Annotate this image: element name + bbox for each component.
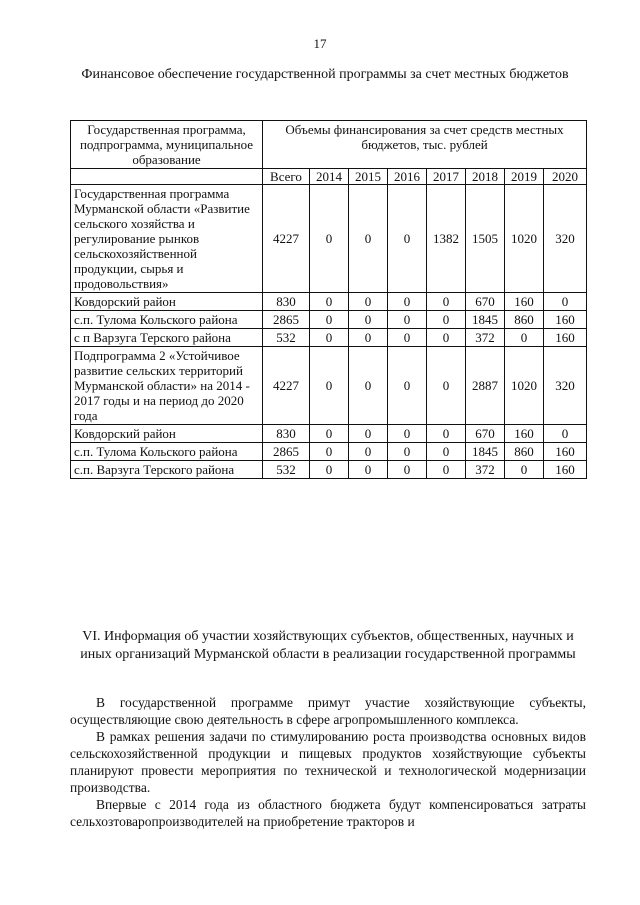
table-cell: 0 (349, 347, 388, 425)
page-number: 17 (313, 36, 327, 51)
header-years-row (71, 169, 587, 185)
col-header: 2014 (310, 169, 349, 185)
table-row (71, 329, 587, 347)
table-cell: 0 (310, 329, 349, 347)
table-cell: 860 (505, 311, 544, 329)
section-heading: VI. Информация об участии хозяйствующих субъектов, общественных, научных и иных организаций Мурманской области в реализации государственной программы (80, 629, 576, 662)
table-cell: 0 (427, 425, 466, 443)
table-cell: 1505 (466, 185, 505, 293)
col-header: 2019 (505, 169, 544, 185)
table-row (71, 443, 587, 461)
row-label: Ковдорский район (71, 425, 263, 443)
table-cell: 0 (349, 185, 388, 293)
table-cell: 4227 (263, 185, 310, 293)
table-cell: 0 (427, 293, 466, 311)
table-cell: 0 (349, 443, 388, 461)
paragraph: Впервые с 2014 года из областного бюджета будут компенсироваться затраты сельхозтоваропроизводителей на приобретение тракторов и (70, 797, 586, 829)
table-cell: 2865 (263, 311, 310, 329)
table-cell: 1845 (466, 443, 505, 461)
table-row (71, 425, 587, 443)
table-cell: 372 (466, 329, 505, 347)
header-program: Государственная программа, подпрограмма, муниципальное образование (71, 121, 263, 169)
row-label: с.п. Тулома Кольского района (71, 311, 263, 329)
table-cell: 0 (310, 185, 349, 293)
table-cell: 0 (544, 293, 587, 311)
table-cell: 532 (263, 329, 310, 347)
table-cell: 860 (505, 443, 544, 461)
table-cell: 0 (388, 311, 427, 329)
col-header: 2017 (427, 169, 466, 185)
table-cell: 372 (466, 461, 505, 479)
table-cell: 0 (427, 347, 466, 425)
table-cell: 0 (427, 329, 466, 347)
paragraph: В рамках решения задачи по стимулированию роста производства основных видов сельскохозяйственной продукции и пищевых продуктов хозяйствующие субъекты планируют провести мероприятия по технической и технологической модернизации производства. (70, 729, 586, 795)
table-cell: 0 (349, 311, 388, 329)
table-cell: 0 (349, 461, 388, 479)
table-cell: 0 (349, 425, 388, 443)
table-cell: 0 (310, 425, 349, 443)
table-cell: 0 (388, 347, 427, 425)
table-row (71, 311, 587, 329)
row-label: Ковдорский район (71, 293, 263, 311)
table-cell: 160 (544, 329, 587, 347)
col-header: 2015 (349, 169, 388, 185)
header-blank (71, 169, 263, 185)
table-cell: 0 (349, 293, 388, 311)
table-cell: 1845 (466, 311, 505, 329)
table-cell: 0 (388, 293, 427, 311)
paragraph: В государственной программе примут участие хозяйствующие субъекты, осуществляющие свою деятельность в сфере агропромышленного комплекса. (70, 695, 586, 727)
table-cell: 2887 (466, 347, 505, 425)
table-cell: 1382 (427, 185, 466, 293)
col-header: 2020 (544, 169, 587, 185)
table-cell: 0 (388, 185, 427, 293)
table-cell: 0 (310, 293, 349, 311)
table-cell: 160 (505, 293, 544, 311)
table-row (71, 347, 587, 425)
table-cell: 532 (263, 461, 310, 479)
table-cell: 0 (427, 443, 466, 461)
table-cell: 670 (466, 425, 505, 443)
table-cell: 0 (388, 425, 427, 443)
table-cell: 160 (544, 311, 587, 329)
header-funding: Объемы финансирования за счет средств местных бюджетов, тыс. рублей (263, 121, 587, 169)
table-cell: 0 (388, 329, 427, 347)
table-cell: 0 (427, 461, 466, 479)
row-label: с.п. Варзуга Терского района (71, 461, 263, 479)
col-header: Всего (263, 169, 310, 185)
table-cell: 0 (349, 329, 388, 347)
table-cell: 0 (310, 311, 349, 329)
table-row (71, 461, 587, 479)
row-label: Подпрограмма 2 «Устойчивое развитие сельских территорий Мурманской области» на 2014 - 2017 годы и на период до 2020 года (71, 347, 263, 425)
col-header: 2018 (466, 169, 505, 185)
page-title: Финансовое обеспечение государственной программы за счет местных бюджетов (81, 67, 569, 82)
table-cell: 0 (388, 461, 427, 479)
table-cell: 0 (505, 329, 544, 347)
financing-table (70, 120, 587, 479)
table-cell: 320 (544, 185, 587, 293)
table-cell: 0 (310, 461, 349, 479)
table-cell: 0 (505, 461, 544, 479)
body-text (70, 694, 586, 830)
table-cell: 1020 (505, 347, 544, 425)
table-cell: 830 (263, 425, 310, 443)
row-label: с п Варзуга Терского района (71, 329, 263, 347)
table-cell: 1020 (505, 185, 544, 293)
table-row (71, 293, 587, 311)
table-cell: 0 (388, 443, 427, 461)
col-header: 2016 (388, 169, 427, 185)
row-label: Государственная программа Мурманской области «Развитие сельского хозяйства и регулирование рынков сельскохозяйственной продукции, сырья и продовольствия» (71, 185, 263, 293)
table-cell: 160 (505, 425, 544, 443)
table-cell: 320 (544, 347, 587, 425)
table-cell: 830 (263, 293, 310, 311)
table-row (71, 185, 587, 293)
table-cell: 0 (310, 347, 349, 425)
table-cell: 670 (466, 293, 505, 311)
table-cell: 0 (544, 425, 587, 443)
table-cell: 4227 (263, 347, 310, 425)
table-cell: 160 (544, 443, 587, 461)
table-cell: 160 (544, 461, 587, 479)
table-cell: 2865 (263, 443, 310, 461)
row-label: с.п. Тулома Кольского района (71, 443, 263, 461)
table-cell: 0 (427, 311, 466, 329)
table-cell: 0 (310, 443, 349, 461)
